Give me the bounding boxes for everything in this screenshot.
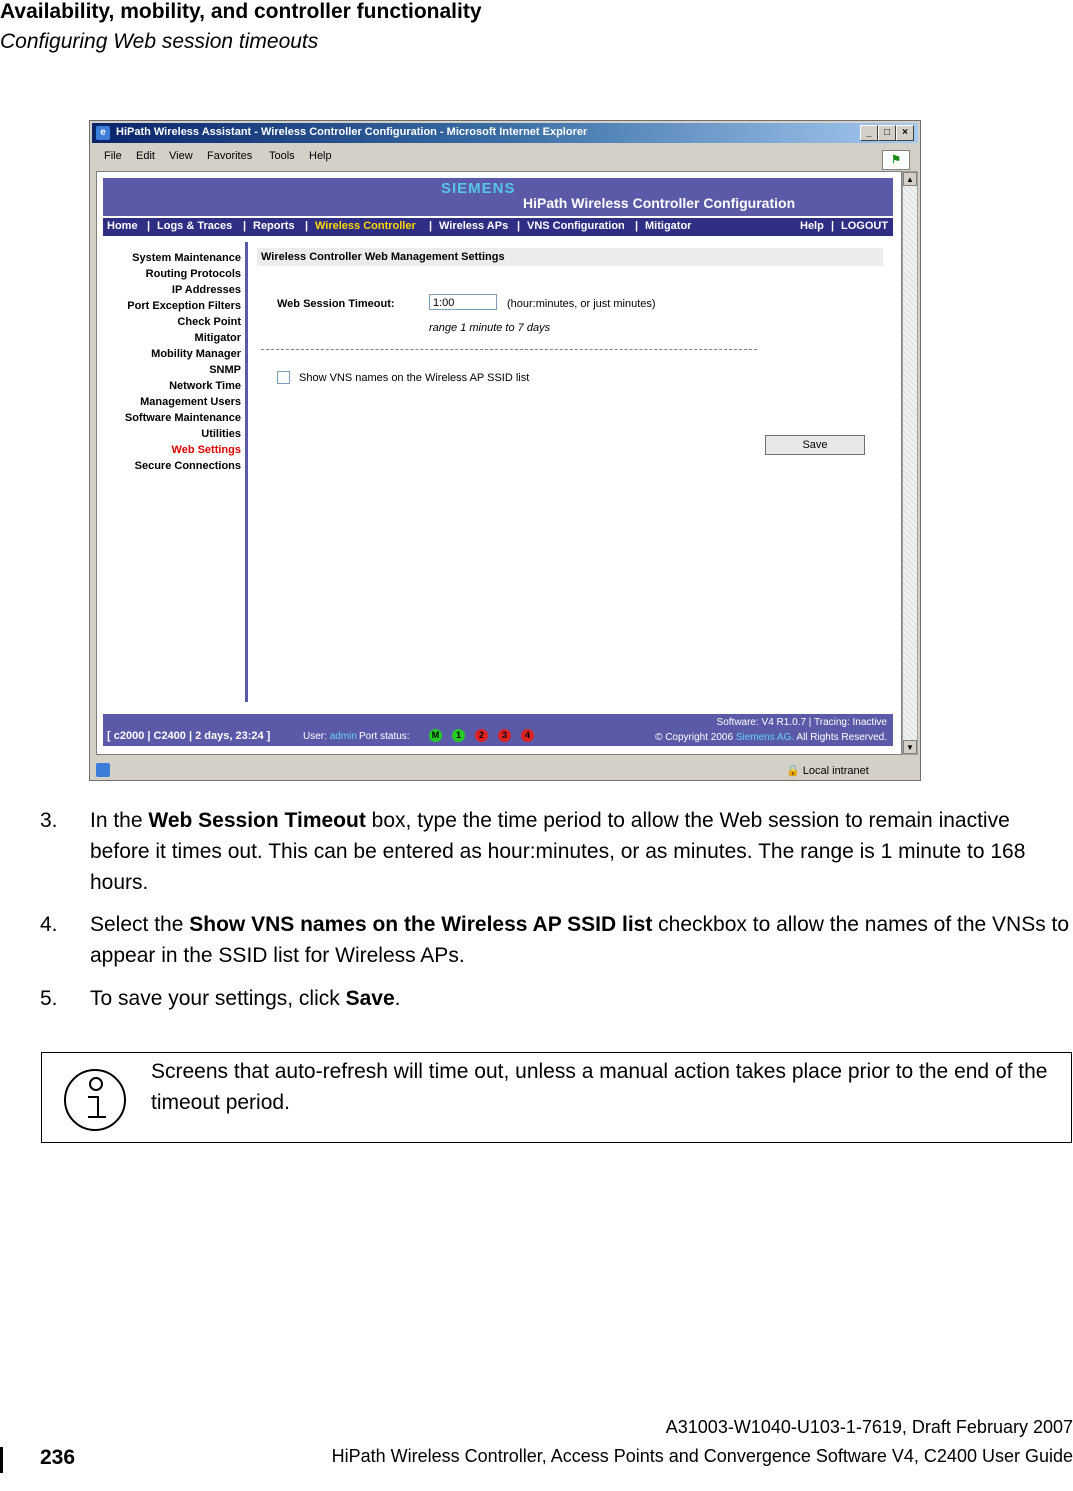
footer-user-label: User: <box>303 731 327 742</box>
sidebar-divider <box>245 242 248 702</box>
step-text-pre: Select the <box>90 913 190 936</box>
step-text-pre: To save your settings, click <box>90 987 346 1010</box>
side-nav <box>97 250 241 474</box>
status-bar <box>92 761 918 779</box>
zone-label: Local intranet <box>802 765 869 777</box>
nav-wireless-aps[interactable]: Wireless APs <box>439 220 509 232</box>
note-box <box>41 1052 1072 1143</box>
step-text-post: . <box>394 987 401 1010</box>
menu-file[interactable]: File <box>104 150 122 162</box>
section-title: Availability, mobility, and controller functionality <box>0 0 482 23</box>
footer-user-name[interactable]: admin <box>329 731 357 742</box>
footer-port-label: Port status: <box>359 731 410 742</box>
dashed-divider <box>261 349 757 350</box>
copyright-text: © Copyright 2006 <box>655 732 734 743</box>
sidebar-item-port-exception-filters[interactable]: Port Exception Filters <box>127 300 241 312</box>
step-4 <box>40 909 1070 971</box>
security-zone: 🔒 Local intranet <box>786 765 869 777</box>
menu-tools[interactable]: Tools <box>269 150 295 162</box>
sidebar-item-routing-protocols[interactable]: Routing Protocols <box>145 268 241 280</box>
step-text-pre: In the <box>90 809 149 832</box>
brand-logo: SIEMENS <box>441 180 516 197</box>
menu-bar <box>92 145 918 167</box>
menu-edit[interactable]: Edit <box>136 150 155 162</box>
step-text-bold: Web Session Timeout <box>148 809 366 832</box>
port-status-m: M <box>429 729 442 742</box>
sidebar-item-network-time[interactable]: Network Time <box>169 380 241 392</box>
step-number: 4. <box>40 913 58 936</box>
step-text <box>90 805 1070 898</box>
nav-logout[interactable]: LOGOUT <box>841 220 889 232</box>
sidebar-item-web-settings[interactable]: Web Settings <box>171 444 241 456</box>
doc-id: A31003-W1040-U103-1-7619, Draft February 2007 <box>665 1417 1073 1437</box>
show-vns-checkbox[interactable] <box>277 371 290 384</box>
range-hint: range 1 minute to 7 days <box>429 322 551 334</box>
doc-title: HiPath Wireless Controller, Access Points and Convergence Software V4, C2400 User Guide <box>331 1446 1073 1466</box>
sidebar-item-management-users[interactable]: Management Users <box>140 396 241 408</box>
sidebar-item-mitigator[interactable]: Mitigator <box>194 332 241 344</box>
timeout-hint: (hour:minutes, or just minutes) <box>507 298 656 310</box>
top-nav: Home | Logs & Traces | Reports | Wireless Controller | Wireless APs | VNS Configuration | Mitigator Help | LOGOUT <box>103 218 893 236</box>
step-number: 5. <box>40 987 58 1010</box>
step-text-post: box, type the time period to allow the Web session to remain inactive before it times out. This can be entered as hour:minutes, or as minutes. The range is 1 minute to 168 hours. <box>90 809 1026 894</box>
section-subtitle: Configuring Web session timeouts <box>0 30 319 53</box>
vertical-scrollbar[interactable] <box>902 171 918 755</box>
sidebar-item-snmp[interactable]: SNMP <box>209 364 241 376</box>
step-3 <box>40 805 1070 898</box>
step-text <box>90 909 1070 971</box>
app-title: HiPath Wireless Controller Configuration <box>523 195 796 211</box>
menu-view[interactable]: View <box>169 150 193 162</box>
app-footer <box>103 714 893 746</box>
step-text-bold: Show VNS names on the Wireless AP SSID list <box>189 913 653 936</box>
minimize-icon[interactable]: _ <box>860 125 878 141</box>
footer-system-info: [ c2000 | C2400 | 2 days, 23:24 ] <box>107 730 271 742</box>
nav-logs-traces[interactable]: Logs & Traces <box>157 220 233 232</box>
footer-user <box>303 731 357 742</box>
menu-favorites[interactable]: Favorites <box>207 150 253 162</box>
nav-reports[interactable]: Reports <box>253 220 295 232</box>
close-icon[interactable]: × <box>896 125 914 141</box>
footer-copyright <box>655 732 887 743</box>
nav-help[interactable]: Help <box>800 220 824 232</box>
sidebar-item-mobility-manager[interactable]: Mobility Manager <box>151 348 241 360</box>
menu-help[interactable]: Help <box>309 150 332 162</box>
note-text: Screens that auto-refresh will time out, unless a manual action takes place prior to the end of the timeout period. <box>151 1060 1048 1114</box>
save-button[interactable]: Save <box>765 435 865 455</box>
rights-text: All Rights Reserved. <box>796 732 887 743</box>
nav-wireless-controller[interactable]: Wireless Controller <box>315 220 416 232</box>
page-number: 236 <box>40 1446 76 1469</box>
siemens-ag-link[interactable]: Siemens AG. <box>735 732 795 743</box>
ie-icon: e <box>96 126 110 140</box>
step-text-bold: Save <box>345 987 395 1010</box>
step-text <box>90 983 1070 1014</box>
nav-home[interactable]: Home <box>107 220 138 232</box>
maximize-icon[interactable]: □ <box>878 125 896 141</box>
step-5 <box>40 983 1070 1014</box>
info-note-icon <box>62 1067 128 1138</box>
timeout-input[interactable]: 1:00 <box>429 294 497 310</box>
sidebar-item-system-maintenance[interactable]: System Maintenance <box>132 252 241 264</box>
windows-logo-icon: ⚑ <box>882 150 910 170</box>
browser-window-screenshot <box>89 120 921 781</box>
sidebar-item-ip-addresses[interactable]: IP Addresses <box>171 284 241 296</box>
nav-vns-configuration[interactable]: VNS Configuration <box>527 220 625 232</box>
scroll-down-icon[interactable]: ▼ <box>903 740 917 754</box>
nav-mitigator[interactable]: Mitigator <box>645 220 692 232</box>
step-text-post: checkbox to allow the names of the VNSs to appear in the SSID list for Wireless APs. <box>90 913 1070 967</box>
panel-title: Wireless Controller Web Management Settings <box>257 248 883 266</box>
browser-content <box>96 171 902 755</box>
step-number: 3. <box>40 809 58 832</box>
sidebar-item-utilities[interactable]: Utilities <box>201 428 241 440</box>
footer-software-info: Software: V4 R1.0.7 | Tracing: Inactive <box>716 717 887 728</box>
sidebar-item-check-point[interactable]: Check Point <box>177 316 241 328</box>
page-status-icon <box>96 763 110 777</box>
port-status-3: 3 <box>498 729 511 742</box>
sidebar-item-secure-connections[interactable]: Secure Connections <box>134 460 241 472</box>
window-title: HiPath Wireless Assistant - Wireless Controller Configuration - Microsoft Internet Explorer <box>116 126 588 138</box>
port-status-1: 1 <box>452 729 465 742</box>
show-vns-checkbox-label: Show VNS names on the Wireless AP SSID list <box>299 372 530 384</box>
window-titlebar <box>92 123 918 143</box>
change-bar <box>0 1447 3 1473</box>
sidebar-item-software-maintenance[interactable]: Software Maintenance <box>124 412 241 424</box>
port-status-2: 2 <box>475 729 488 742</box>
app-banner <box>103 178 893 216</box>
timeout-label: Web Session Timeout: <box>277 298 395 310</box>
scroll-up-icon[interactable]: ▲ <box>903 172 917 186</box>
port-status-4: 4 <box>521 729 534 742</box>
